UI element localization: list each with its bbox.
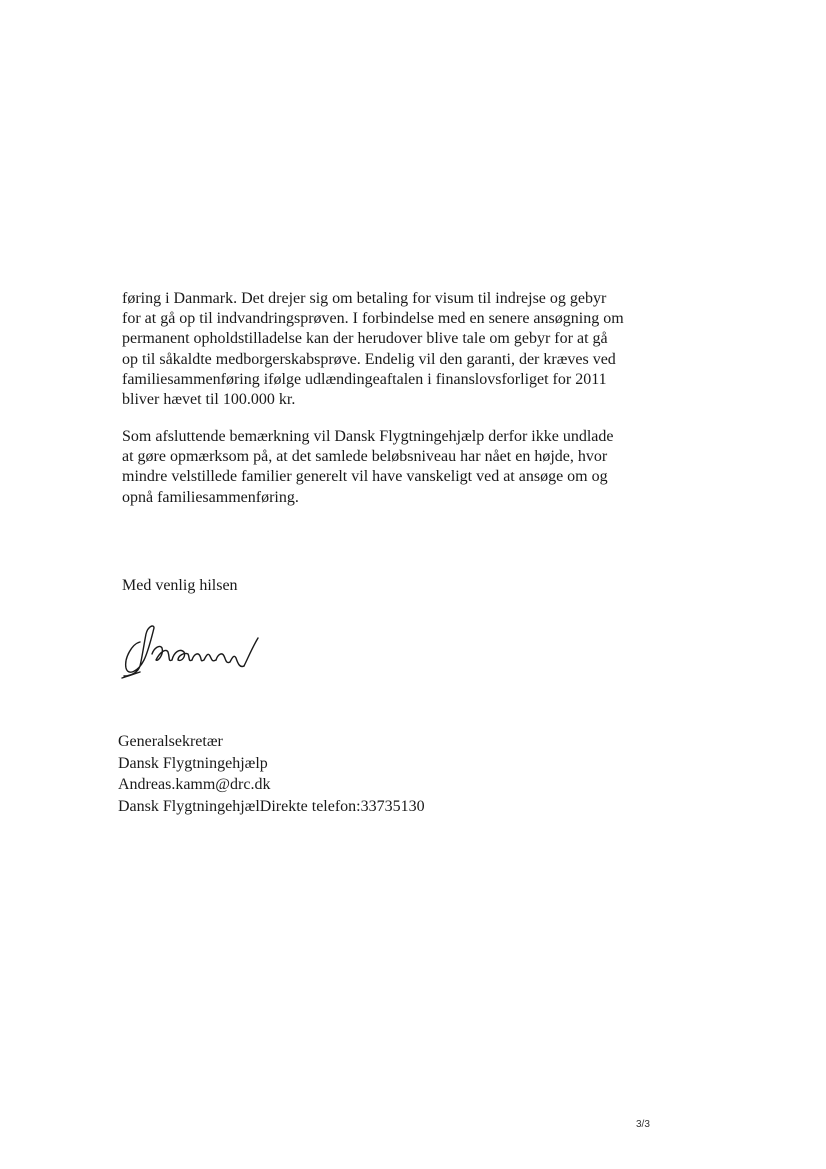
paragraph-line: familiesammenføring ifølge udlændingeaftalen i finanslovsforliget for 2011: [122, 370, 607, 388]
paragraph-line: op til såkaldte medborgerskabsprøve. Endelig vil den garanti, der kræves ved: [122, 350, 616, 368]
paragraph-line: for at gå op til indvandringsprøven. I forbindelse med en senere ansøgning om: [122, 310, 624, 328]
paragraph-line: føring i Danmark. Det drejer sig om betaling for visum til indrejse og gebyr: [122, 290, 607, 307]
signer-email: Andreas.kamm@drc.dk: [118, 776, 271, 793]
closing-salutation: Med venlig hilsen: [122, 577, 238, 594]
body-paragraph-1: [122, 289, 682, 410]
paragraph-line: bliver hævet til 100.000 kr.: [122, 391, 296, 409]
body-paragraph-2: [122, 427, 682, 508]
handwritten-signature: [118, 614, 268, 686]
paragraph-line: opnå familiesammenføring.: [122, 488, 299, 506]
signature-block: [118, 731, 425, 817]
paragraph-line: Som afsluttende bemærkning vil Dansk Flygtningehjælp derfor ikke undlade: [122, 428, 614, 445]
signer-title: Generalsekretær: [118, 733, 223, 750]
signer-organization: Dansk Flygtningehjælp: [118, 754, 268, 772]
paragraph-line: permanent opholdstilladelse kan der herudover blive tale om gebyr for at gå: [122, 330, 608, 348]
paragraph-line: at gøre opmærksom på, at det samlede beløbsniveau har nået en højde, hvor: [122, 448, 608, 466]
paragraph-line: mindre velstillede familier generelt vil have vanskeligt ved at ansøge om og: [122, 468, 608, 486]
page-number: 3/3: [636, 1119, 650, 1130]
signer-phone: Dansk FlygtningehjælDirekte telefon:33735130: [118, 797, 425, 815]
